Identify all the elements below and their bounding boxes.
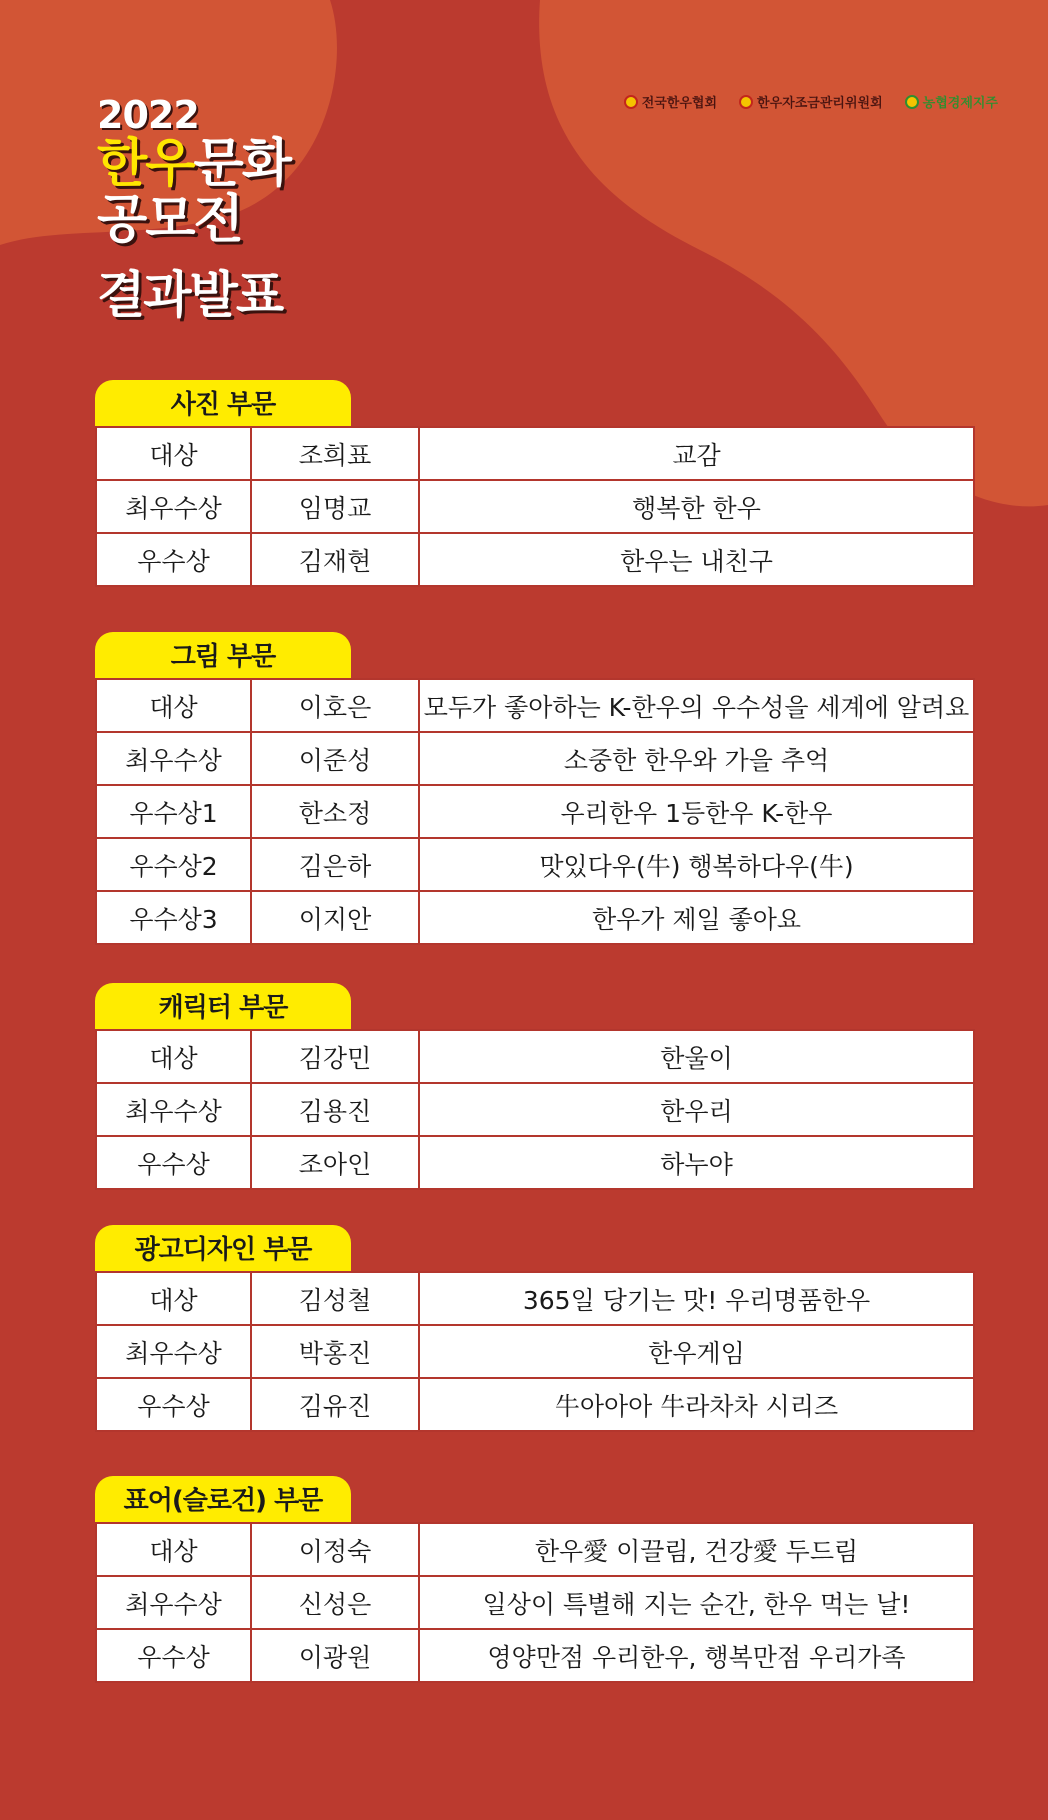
winner-cell: 조희표 <box>251 427 419 480</box>
work-title-cell: 맛있다우(牛) 행복하다우(牛) <box>419 838 974 891</box>
award-cell: 대상 <box>96 1030 251 1083</box>
table-row <box>96 1030 974 1083</box>
work-title-cell: 하누야 <box>419 1136 974 1189</box>
work-title-cell: 소중한 한우와 가을 추억 <box>419 732 974 785</box>
table-row <box>96 732 974 785</box>
work-title-cell: 모두가 좋아하는 K-한우의 우수성을 세계에 알려요 <box>419 679 974 732</box>
table-row <box>96 785 974 838</box>
table-row <box>96 838 974 891</box>
section-slogan <box>95 1476 975 1683</box>
section-label: 광고디자인 부문 <box>95 1225 351 1271</box>
winner-cell: 김용진 <box>251 1083 419 1136</box>
winner-cell: 김은하 <box>251 838 419 891</box>
winner-cell: 김재현 <box>251 533 419 586</box>
work-title-cell: 한우리 <box>419 1083 974 1136</box>
winner-cell: 김성철 <box>251 1272 419 1325</box>
award-cell: 최우수상 <box>96 1083 251 1136</box>
award-cell: 최우수상 <box>96 732 251 785</box>
award-cell: 대상 <box>96 1272 251 1325</box>
award-cell: 우수상 <box>96 1378 251 1431</box>
award-cell: 우수상1 <box>96 785 251 838</box>
table-row <box>96 1083 974 1136</box>
award-cell: 대상 <box>96 1523 251 1576</box>
award-cell: 대상 <box>96 427 251 480</box>
table-row <box>96 891 974 944</box>
award-cell: 최우수상 <box>96 1576 251 1629</box>
award-cell: 우수상 <box>96 1136 251 1189</box>
title-year: 2022 <box>97 93 199 137</box>
results-table <box>95 426 975 587</box>
table-row <box>96 427 974 480</box>
section-drawing <box>95 632 975 945</box>
results-table <box>95 1271 975 1432</box>
award-cell: 최우수상 <box>96 480 251 533</box>
award-cell: 최우수상 <box>96 1325 251 1378</box>
winner-cell: 조아인 <box>251 1136 419 1189</box>
table-row <box>96 1629 974 1682</box>
hanwoo-committee-icon <box>739 95 753 109</box>
table-row <box>96 1325 974 1378</box>
table-row <box>96 533 974 586</box>
results-table <box>95 678 975 945</box>
title-rest: 문화 <box>193 134 290 194</box>
table-row <box>96 1136 974 1189</box>
section-label: 사진 부문 <box>95 380 351 426</box>
work-title-cell: 365일 당기는 맛! 우리명품한우 <box>419 1272 974 1325</box>
title-block <box>97 93 290 324</box>
table-row <box>96 1576 974 1629</box>
work-title-cell: 한우가 제일 좋아요 <box>419 891 974 944</box>
results-table <box>95 1029 975 1190</box>
table-row <box>96 1378 974 1431</box>
nh-economy-icon <box>905 95 919 109</box>
winner-cell: 이준성 <box>251 732 419 785</box>
title-main <box>97 134 290 194</box>
award-cell: 우수상2 <box>96 838 251 891</box>
section-ad-design <box>95 1225 975 1432</box>
sponsor-logos <box>624 92 998 111</box>
winner-cell: 이정숙 <box>251 1523 419 1576</box>
work-title-cell: 영양만점 우리한우, 행복만점 우리가족 <box>419 1629 974 1682</box>
logo-hanwoo-committee: 한우자조금관리위원회 <box>739 92 883 111</box>
title-subtitle: 공모전 <box>97 190 242 250</box>
work-title-cell: 교감 <box>419 427 974 480</box>
table-row <box>96 480 974 533</box>
award-cell: 우수상 <box>96 533 251 586</box>
winner-cell: 이지안 <box>251 891 419 944</box>
work-title-cell: 일상이 특별해 지는 순간, 한우 먹는 날! <box>419 1576 974 1629</box>
logo-hanwoo-association: 전국한우협회 <box>624 92 717 111</box>
award-cell: 우수상3 <box>96 891 251 944</box>
result-title: 결과발표 <box>97 266 283 324</box>
work-title-cell: 牛아아아 牛라차차 시리즈 <box>419 1378 974 1431</box>
work-title-cell: 한우게임 <box>419 1325 974 1378</box>
section-photo <box>95 380 975 587</box>
table-row <box>96 1523 974 1576</box>
winner-cell: 한소정 <box>251 785 419 838</box>
table-row <box>96 679 974 732</box>
winner-cell: 김강민 <box>251 1030 419 1083</box>
hanwoo-association-icon <box>624 95 638 109</box>
winner-cell: 김유진 <box>251 1378 419 1431</box>
logo-nh-economy: 농협경제지주 <box>905 92 998 111</box>
work-title-cell: 한우는 내친구 <box>419 533 974 586</box>
work-title-cell: 한울이 <box>419 1030 974 1083</box>
results-table <box>95 1522 975 1683</box>
award-cell: 우수상 <box>96 1629 251 1682</box>
winner-cell: 신성은 <box>251 1576 419 1629</box>
work-title-cell: 한우愛 이끌림, 건강愛 두드림 <box>419 1523 974 1576</box>
section-label: 그림 부문 <box>95 632 351 678</box>
work-title-cell: 행복한 한우 <box>419 480 974 533</box>
winner-cell: 이호은 <box>251 679 419 732</box>
title-highlight: 한우 <box>97 134 194 194</box>
winner-cell: 이광원 <box>251 1629 419 1682</box>
award-cell: 대상 <box>96 679 251 732</box>
winner-cell: 임명교 <box>251 480 419 533</box>
section-label: 캐릭터 부문 <box>95 983 351 1029</box>
section-label: 표어(슬로건) 부문 <box>95 1476 351 1522</box>
section-character <box>95 983 975 1190</box>
winner-cell: 박홍진 <box>251 1325 419 1378</box>
table-row <box>96 1272 974 1325</box>
work-title-cell: 우리한우 1등한우 K-한우 <box>419 785 974 838</box>
